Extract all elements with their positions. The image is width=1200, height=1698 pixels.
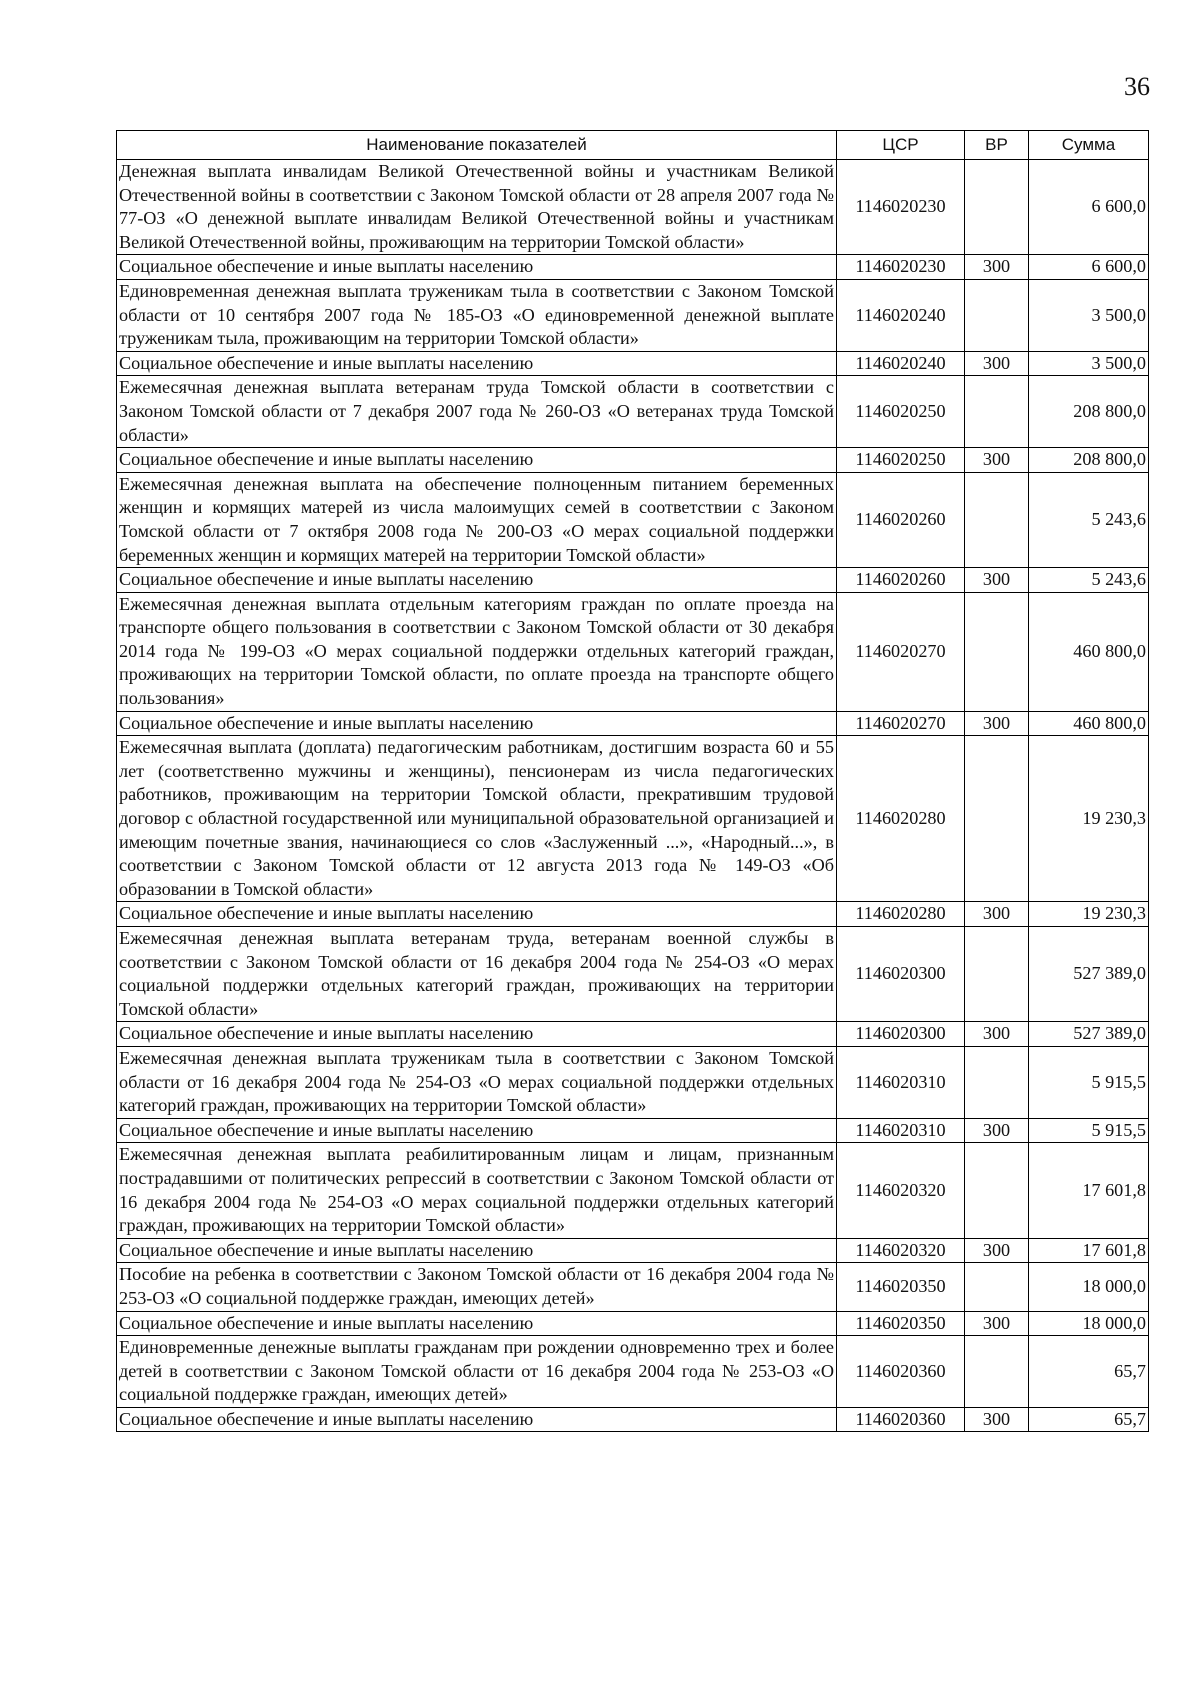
cell-vr: 300 — [965, 568, 1029, 593]
cell-sum: 65,7 — [1029, 1336, 1149, 1408]
cell-csr: 1146020300 — [837, 1022, 965, 1047]
table-row — [117, 472, 1149, 567]
cell-name: Единовременная денежная выплата труженикам тыла в соответствии с Законом Томской области от 10 сентября 2007 года № 185-ОЗ «О единовременной денежной выплате труженикам тыла, проживающим на территории Томской области» — [117, 279, 837, 351]
cell-vr — [965, 927, 1029, 1022]
cell-csr: 1146020250 — [837, 376, 965, 448]
cell-vr: 300 — [965, 1022, 1029, 1047]
cell-sum: 527 389,0 — [1029, 927, 1149, 1022]
cell-csr: 1146020350 — [837, 1263, 965, 1311]
table-row — [117, 160, 1149, 255]
cell-sum: 5 243,6 — [1029, 568, 1149, 593]
cell-name: Социальное обеспечение и иные выплаты населению — [117, 1311, 837, 1336]
cell-vr: 300 — [965, 351, 1029, 376]
table-row — [117, 1143, 1149, 1238]
cell-sum: 527 389,0 — [1029, 1022, 1149, 1047]
cell-sum: 460 800,0 — [1029, 592, 1149, 711]
cell-sum: 19 230,3 — [1029, 736, 1149, 902]
cell-vr — [965, 1143, 1029, 1238]
cell-vr — [965, 160, 1029, 255]
cell-csr: 1146020300 — [837, 927, 965, 1022]
table-row — [117, 1407, 1149, 1432]
table-row — [117, 448, 1149, 473]
cell-vr — [965, 736, 1029, 902]
cell-csr: 1146020360 — [837, 1407, 965, 1432]
cell-vr: 300 — [965, 711, 1029, 736]
cell-name: Социальное обеспечение и иные выплаты населению — [117, 351, 837, 376]
cell-sum: 5 915,5 — [1029, 1046, 1149, 1118]
cell-name: Ежемесячная денежная выплата на обеспечение полноценным питанием беременных женщин и кормящих матерей из числа малоимущих семей в соответствии с Законом Томской области от 7 октября 2008 года № 200-ОЗ «О мерах социальной поддержки беременных женщин и кормящих матерей на территории Томской области» — [117, 472, 837, 567]
cell-vr: 300 — [965, 1118, 1029, 1143]
table-row — [117, 1263, 1149, 1311]
cell-sum: 18 000,0 — [1029, 1311, 1149, 1336]
cell-name: Социальное обеспечение и иные выплаты населению — [117, 448, 837, 473]
cell-name: Единовременные денежные выплаты гражданам при рождении одновременно трех и более детей в соответствии с Законом Томской области от 16 декабря 2004 года № 253-ОЗ «О социальной поддержке граждан, имеющих детей» — [117, 1336, 837, 1408]
cell-name: Ежемесячная денежная выплата отдельным категориям граждан по оплате проезда на транспорте общего пользования в соответствии с Законом Томской области от 30 декабря 2014 года № 199-ОЗ «О мерах социальной поддержки отдельных категорий граждан, проживающих на территории Томской области, по оплате проезда на транспорте общего пользования» — [117, 592, 837, 711]
table-row — [117, 376, 1149, 448]
cell-name: Социальное обеспечение и иные выплаты населению — [117, 711, 837, 736]
table-body — [117, 160, 1149, 1432]
cell-sum: 17 601,8 — [1029, 1143, 1149, 1238]
cell-sum: 6 600,0 — [1029, 160, 1149, 255]
cell-vr — [965, 1336, 1029, 1408]
cell-sum: 17 601,8 — [1029, 1238, 1149, 1263]
cell-vr: 300 — [965, 1311, 1029, 1336]
cell-name: Ежемесячная денежная выплата реабилитированным лицам и лицам, признанным пострадавшими от политических репрессий в соответствии с Законом Томской области от 16 декабря 2004 года № 254-ОЗ «О мерах социальной поддержки отдельных категорий граждан, проживающих на территории Томской области» — [117, 1143, 837, 1238]
cell-name: Социальное обеспечение и иные выплаты населению — [117, 1022, 837, 1047]
cell-vr: 300 — [965, 1238, 1029, 1263]
table-row — [117, 1022, 1149, 1047]
cell-name: Социальное обеспечение и иные выплаты населению — [117, 1118, 837, 1143]
cell-sum: 18 000,0 — [1029, 1263, 1149, 1311]
table-row — [117, 711, 1149, 736]
cell-name: Ежемесячная денежная выплата ветеранам труда Томской области в соответствии с Законом Томской области от 7 декабря 2007 года № 260-ОЗ «О ветеранах труда Томской области» — [117, 376, 837, 448]
table-row — [117, 1311, 1149, 1336]
cell-vr: 300 — [965, 1407, 1029, 1432]
table-row — [117, 1238, 1149, 1263]
table-row — [117, 351, 1149, 376]
cell-vr: 300 — [965, 255, 1029, 280]
cell-sum: 208 800,0 — [1029, 448, 1149, 473]
cell-name: Социальное обеспечение и иные выплаты населению — [117, 1407, 837, 1432]
cell-csr: 1146020250 — [837, 448, 965, 473]
cell-name: Ежемесячная выплата (доплата) педагогическим работникам, достигшим возраста 60 и 55 лет (соответственно мужчины и женщины), пенсионерам из числа педагогических работников, проживающим на территории Томской области, прекратившим трудовой договор с областной государственной или муниципальной образовательной организацией и имеющим почетные звания, начинающиеся со слов «Заслуженный ...», «Народный...», в соответствии с Законом Томской области от 12 августа 2013 года № 149-ОЗ «Об образовании в Томской области» — [117, 736, 837, 902]
cell-sum: 3 500,0 — [1029, 351, 1149, 376]
table-row — [117, 1046, 1149, 1118]
cell-sum: 6 600,0 — [1029, 255, 1149, 280]
cell-name: Денежная выплата инвалидам Великой Отечественной войны и участникам Великой Отечественной войны в соответствии с Законом Томской области от 28 апреля 2007 года № 77-ОЗ «О денежной выплате инвалидам Великой Отечественной войны и участникам Великой Отечественной войны, проживающим на территории Томской области» — [117, 160, 837, 255]
cell-vr: 300 — [965, 902, 1029, 927]
budget-table — [116, 130, 1149, 1432]
table-row — [117, 592, 1149, 711]
header-vr: ВР — [965, 131, 1029, 160]
cell-sum: 460 800,0 — [1029, 711, 1149, 736]
cell-sum: 3 500,0 — [1029, 279, 1149, 351]
cell-vr: 300 — [965, 448, 1029, 473]
cell-name: Социальное обеспечение и иные выплаты населению — [117, 1238, 837, 1263]
cell-csr: 1146020260 — [837, 472, 965, 567]
cell-csr: 1146020240 — [837, 279, 965, 351]
cell-csr: 1146020230 — [837, 160, 965, 255]
cell-name: Социальное обеспечение и иные выплаты населению — [117, 568, 837, 593]
cell-csr: 1146020270 — [837, 592, 965, 711]
cell-name: Социальное обеспечение и иные выплаты населению — [117, 255, 837, 280]
cell-csr: 1146020260 — [837, 568, 965, 593]
header-name: Наименование показателей — [117, 131, 837, 160]
table-row — [117, 1336, 1149, 1408]
table-row — [117, 902, 1149, 927]
cell-csr: 1146020270 — [837, 711, 965, 736]
cell-vr — [965, 376, 1029, 448]
table-header-row — [117, 131, 1149, 160]
cell-sum: 5 915,5 — [1029, 1118, 1149, 1143]
header-sum: Сумма — [1029, 131, 1149, 160]
cell-sum: 208 800,0 — [1029, 376, 1149, 448]
table-row — [117, 1118, 1149, 1143]
cell-csr: 1146020280 — [837, 902, 965, 927]
cell-sum: 5 243,6 — [1029, 472, 1149, 567]
cell-csr: 1146020230 — [837, 255, 965, 280]
cell-sum: 19 230,3 — [1029, 902, 1149, 927]
cell-vr — [965, 1263, 1029, 1311]
table-row — [117, 736, 1149, 902]
cell-csr: 1146020320 — [837, 1143, 965, 1238]
cell-csr: 1146020280 — [837, 736, 965, 902]
cell-csr: 1146020360 — [837, 1336, 965, 1408]
cell-sum: 65,7 — [1029, 1407, 1149, 1432]
table-row — [117, 255, 1149, 280]
cell-csr: 1146020240 — [837, 351, 965, 376]
cell-name: Социальное обеспечение и иные выплаты населению — [117, 902, 837, 927]
cell-vr — [965, 472, 1029, 567]
cell-vr — [965, 592, 1029, 711]
cell-csr: 1146020350 — [837, 1311, 965, 1336]
cell-name: Пособие на ребенка в соответствии с Законом Томской области от 16 декабря 2004 года № 253-ОЗ «О социальной поддержке граждан, имеющих детей» — [117, 1263, 837, 1311]
cell-name: Ежемесячная денежная выплата труженикам тыла в соответствии с Законом Томской области от 16 декабря 2004 года № 254-ОЗ «О мерах социальной поддержки отдельных категорий граждан, проживающих на территории Томской области» — [117, 1046, 837, 1118]
page-number: 36 — [1124, 72, 1150, 101]
cell-csr: 1146020310 — [837, 1046, 965, 1118]
cell-vr — [965, 279, 1029, 351]
cell-csr: 1146020320 — [837, 1238, 965, 1263]
table-row — [117, 568, 1149, 593]
table-row — [117, 279, 1149, 351]
cell-csr: 1146020310 — [837, 1118, 965, 1143]
cell-name: Ежемесячная денежная выплата ветеранам труда, ветеранам военной службы в соответствии с Законом Томской области от 16 декабря 2004 года № 254-ОЗ «О мерах социальной поддержки отдельных категорий граждан, проживающих на территории Томской области» — [117, 927, 837, 1022]
cell-vr — [965, 1046, 1029, 1118]
table-row — [117, 927, 1149, 1022]
header-csr: ЦСР — [837, 131, 965, 160]
